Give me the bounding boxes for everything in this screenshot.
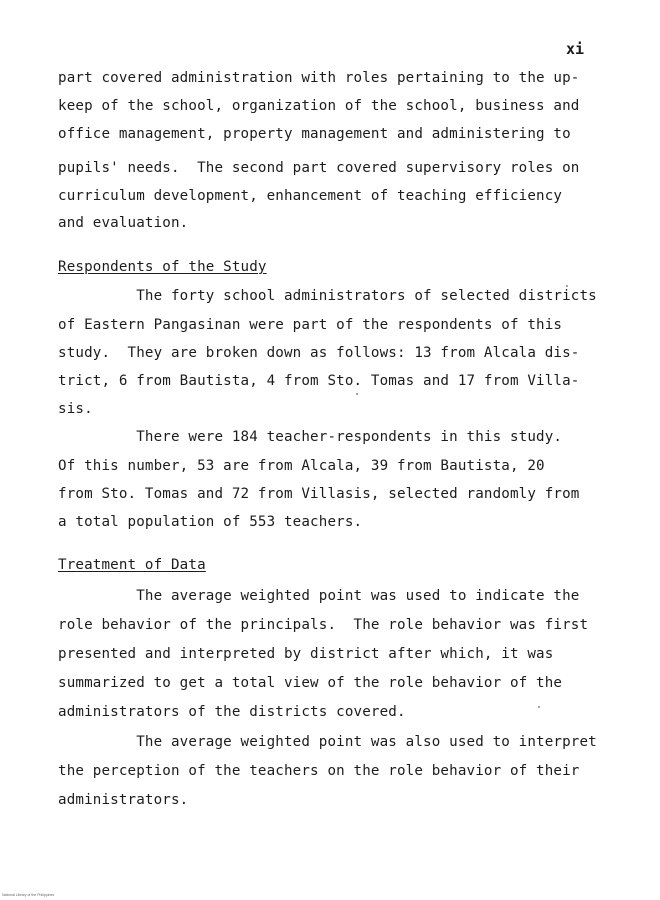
text-line: keep of the school, organization of the school, business and [58, 98, 580, 114]
scan-footer-note: National Library of the Philippines [2, 893, 55, 897]
text-line: office management, property management and administering to [58, 126, 571, 142]
text-line: The forty school administrators of selected districts [58, 288, 597, 304]
text-line: The average weighted point was also used to interpret [58, 734, 597, 750]
scan-speck [566, 285, 568, 287]
page-number: xi [565, 40, 584, 58]
text-line: pupils' needs. The second part covered supervisory roles on [58, 160, 580, 176]
text-line: trict, 6 from Bautista, 4 from Sto. Tomas and 17 from Villa- [58, 373, 580, 389]
text-line: a total population of 553 teachers. [58, 514, 363, 530]
text-line: administrators. [58, 792, 189, 808]
text-line: administrators of the districts covered. [58, 704, 406, 720]
text-line: Of this number, 53 are from Alcala, 39 from Bautista, 20 [58, 458, 545, 474]
text-line: study. They are broken down as follows: 13 from Alcala dis- [58, 345, 580, 361]
text-line: presented and interpreted by district after which, it was [58, 646, 554, 662]
text-line: part covered administration with roles pertaining to the up- [58, 70, 580, 86]
text-line: There were 184 teacher-respondents in this study. [58, 429, 563, 445]
text-line: and evaluation. [58, 215, 189, 231]
text-line: curriculum development, enhancement of teaching efficiency [58, 188, 563, 204]
text-line: from Sto. Tomas and 72 from Villasis, selected randomly from [58, 486, 580, 502]
text-line: the perception of the teachers on the role behavior of their [58, 763, 580, 779]
scan-speck [538, 706, 540, 708]
text-line: sis. [58, 401, 93, 417]
section-heading-respondents: Respondents of the Study [58, 259, 267, 275]
text-line: of Eastern Pangasinan were part of the respondents of this [58, 317, 563, 333]
scan-speck [356, 393, 358, 395]
text-line: summarized to get a total view of the role behavior of the [58, 675, 563, 691]
text-line: role behavior of the principals. The role behavior was first [58, 617, 589, 633]
section-heading-treatment: Treatment of Data [58, 557, 206, 573]
text-line: The average weighted point was used to indicate the [58, 588, 580, 604]
